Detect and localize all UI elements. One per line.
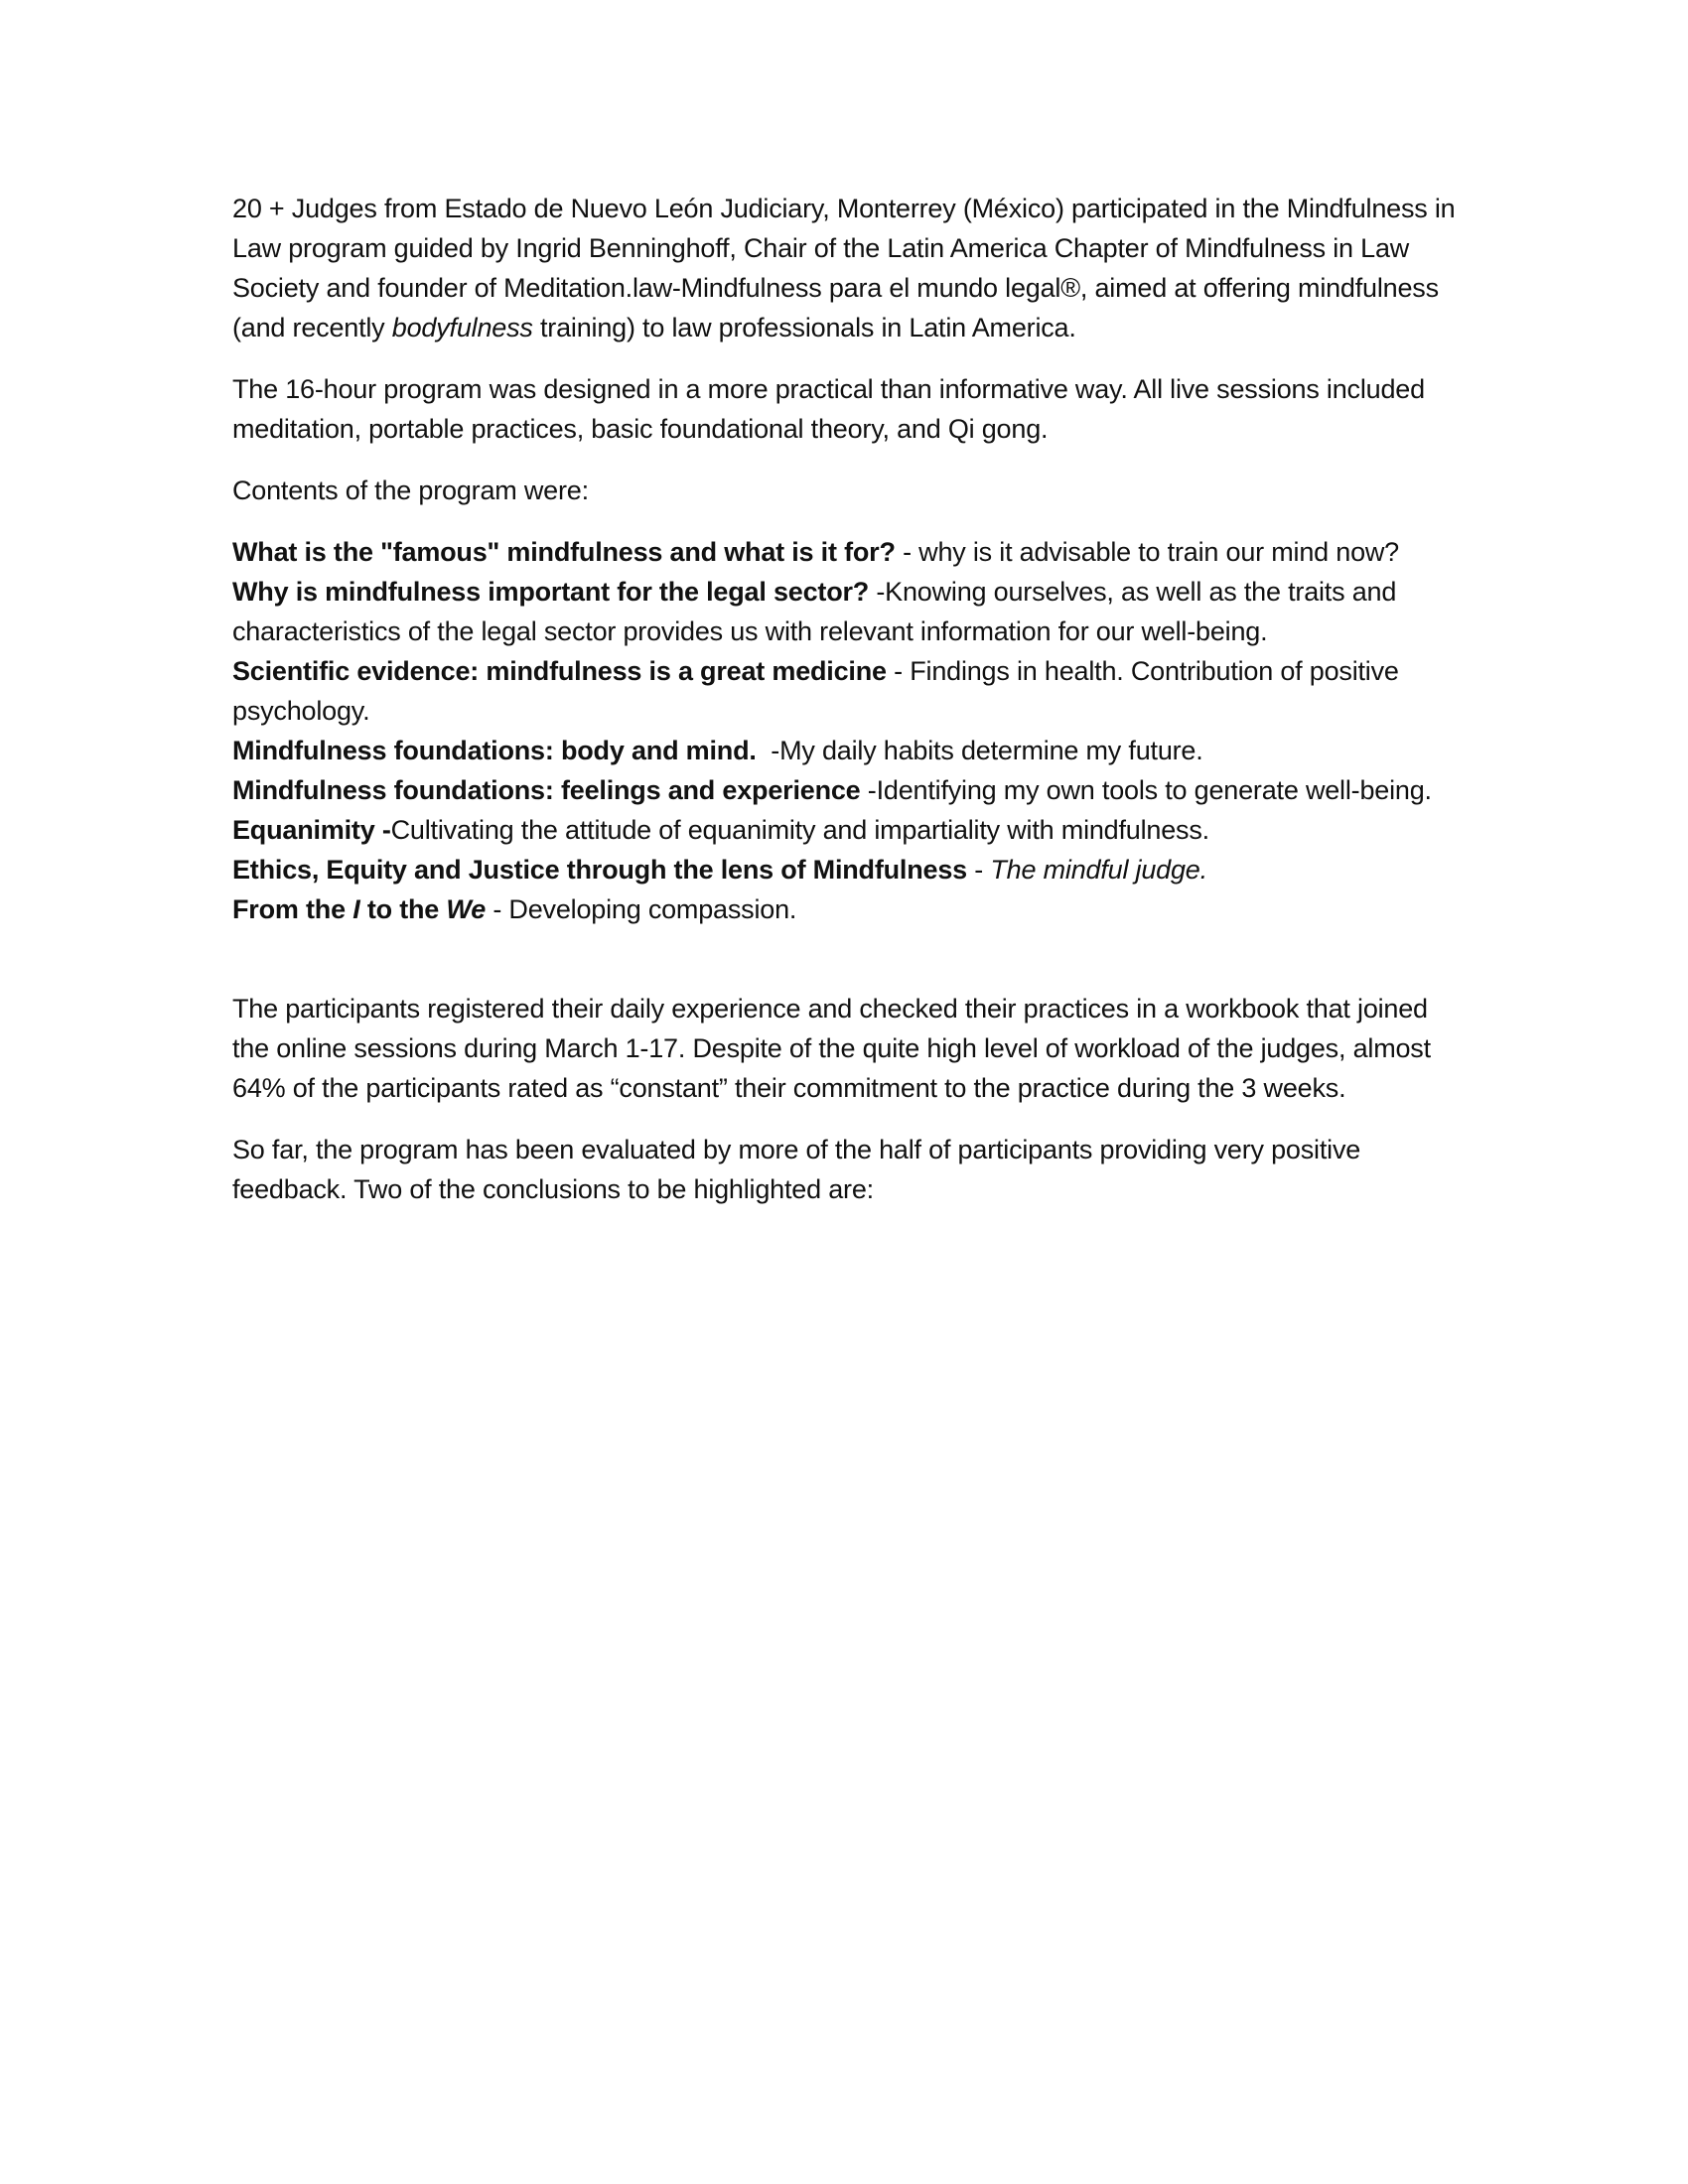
- intro-text-start: 20 + Judges from Estado de Nuevo León Judiciary, Monterrey (México) participated in the Mindfulness in Law program guided by Ingrid Benninghoff, Chair of the Latin America Chapter of Mindfulness in Law Society and founder of Meditation.law-Mindfulness para el mundo legal®, aimed at offering mindfulness (and recently: [232, 194, 1456, 342]
- ethics-item-italic: The mindful judge.: [990, 855, 1207, 885]
- contents-item: [232, 810, 1460, 850]
- contents-item-title: Mindfulness foundations: feelings and experience: [232, 775, 861, 805]
- from-word: From the: [232, 894, 353, 924]
- we-word: We: [446, 894, 487, 924]
- contents-item: [232, 651, 1460, 731]
- contents-list: [232, 532, 1460, 929]
- from-item-desc: - Developing compassion.: [486, 894, 797, 924]
- contents-item-desc: - why is it advisable to train our mind now?: [895, 537, 1399, 567]
- intro-italic-term: bodyfulness: [391, 313, 533, 342]
- contents-item-title: What is the "famous" mindfulness and what is it for?: [232, 537, 896, 567]
- contents-item: [232, 532, 1460, 572]
- ethics-item-title: Ethics, Equity and Justice through the lens of Mindfulness: [232, 855, 967, 885]
- document-page: [232, 189, 1460, 1231]
- contents-item-desc: - Findings in health. Contribution of positive psychology.: [232, 656, 1399, 726]
- contents-item-desc: -Identifying my own tools to generate well-being.: [860, 775, 1432, 805]
- contents-heading: Contents of the program were:: [232, 476, 589, 505]
- blank-line: [232, 949, 1460, 989]
- contents-item: [232, 731, 1460, 770]
- i-word: I: [352, 894, 360, 924]
- contents-item-title: Scientific evidence: mindfulness is a great medicine: [232, 656, 887, 686]
- program-description-paragraph: The 16-hour program was designed in a more practical than informative way. All live sessions included meditation, portable practices, basic foundational theory, and Qi gong.: [232, 374, 1425, 444]
- contents-item-title: Equanimity -: [232, 815, 391, 845]
- contents-item: [232, 770, 1460, 810]
- contents-item-ethics: [232, 850, 1460, 889]
- ethics-item-separator: -: [966, 855, 991, 885]
- contents-item-desc: -My daily habits determine my future.: [756, 736, 1203, 765]
- contents-item-desc: -Knowing ourselves, as well as the traits and characteristics of the legal sector provides us with relevant information for our well-being.: [232, 577, 1397, 646]
- evaluation-paragraph: So far, the program has been evaluated by more of the half of participants providing very positive feedback. Two of the conclusions to be highlighted are:: [232, 1135, 1361, 1204]
- to-word: to the: [359, 894, 447, 924]
- contents-item-desc: Cultivating the attitude of equanimity and impartiality with mindfulness.: [390, 815, 1209, 845]
- contents-item-title: Mindfulness foundations: body and mind.: [232, 736, 757, 765]
- intro-paragraph: [232, 189, 1460, 347]
- contents-item-title: Why is mindfulness important for the legal sector?: [232, 577, 870, 607]
- participation-paragraph: The participants registered their daily experience and checked their practices in a workbook that joined the online sessions during March 1-17. Despite of the quite high level of workload of the judges, almost 64% of the participants rated as “constant” their commitment to the practice during the 3 weeks.: [232, 994, 1431, 1103]
- from-item-title: [232, 894, 486, 924]
- contents-item: [232, 572, 1460, 651]
- intro-text-end: training) to law professionals in Latin America.: [532, 313, 1076, 342]
- contents-item-from: [232, 889, 1460, 929]
